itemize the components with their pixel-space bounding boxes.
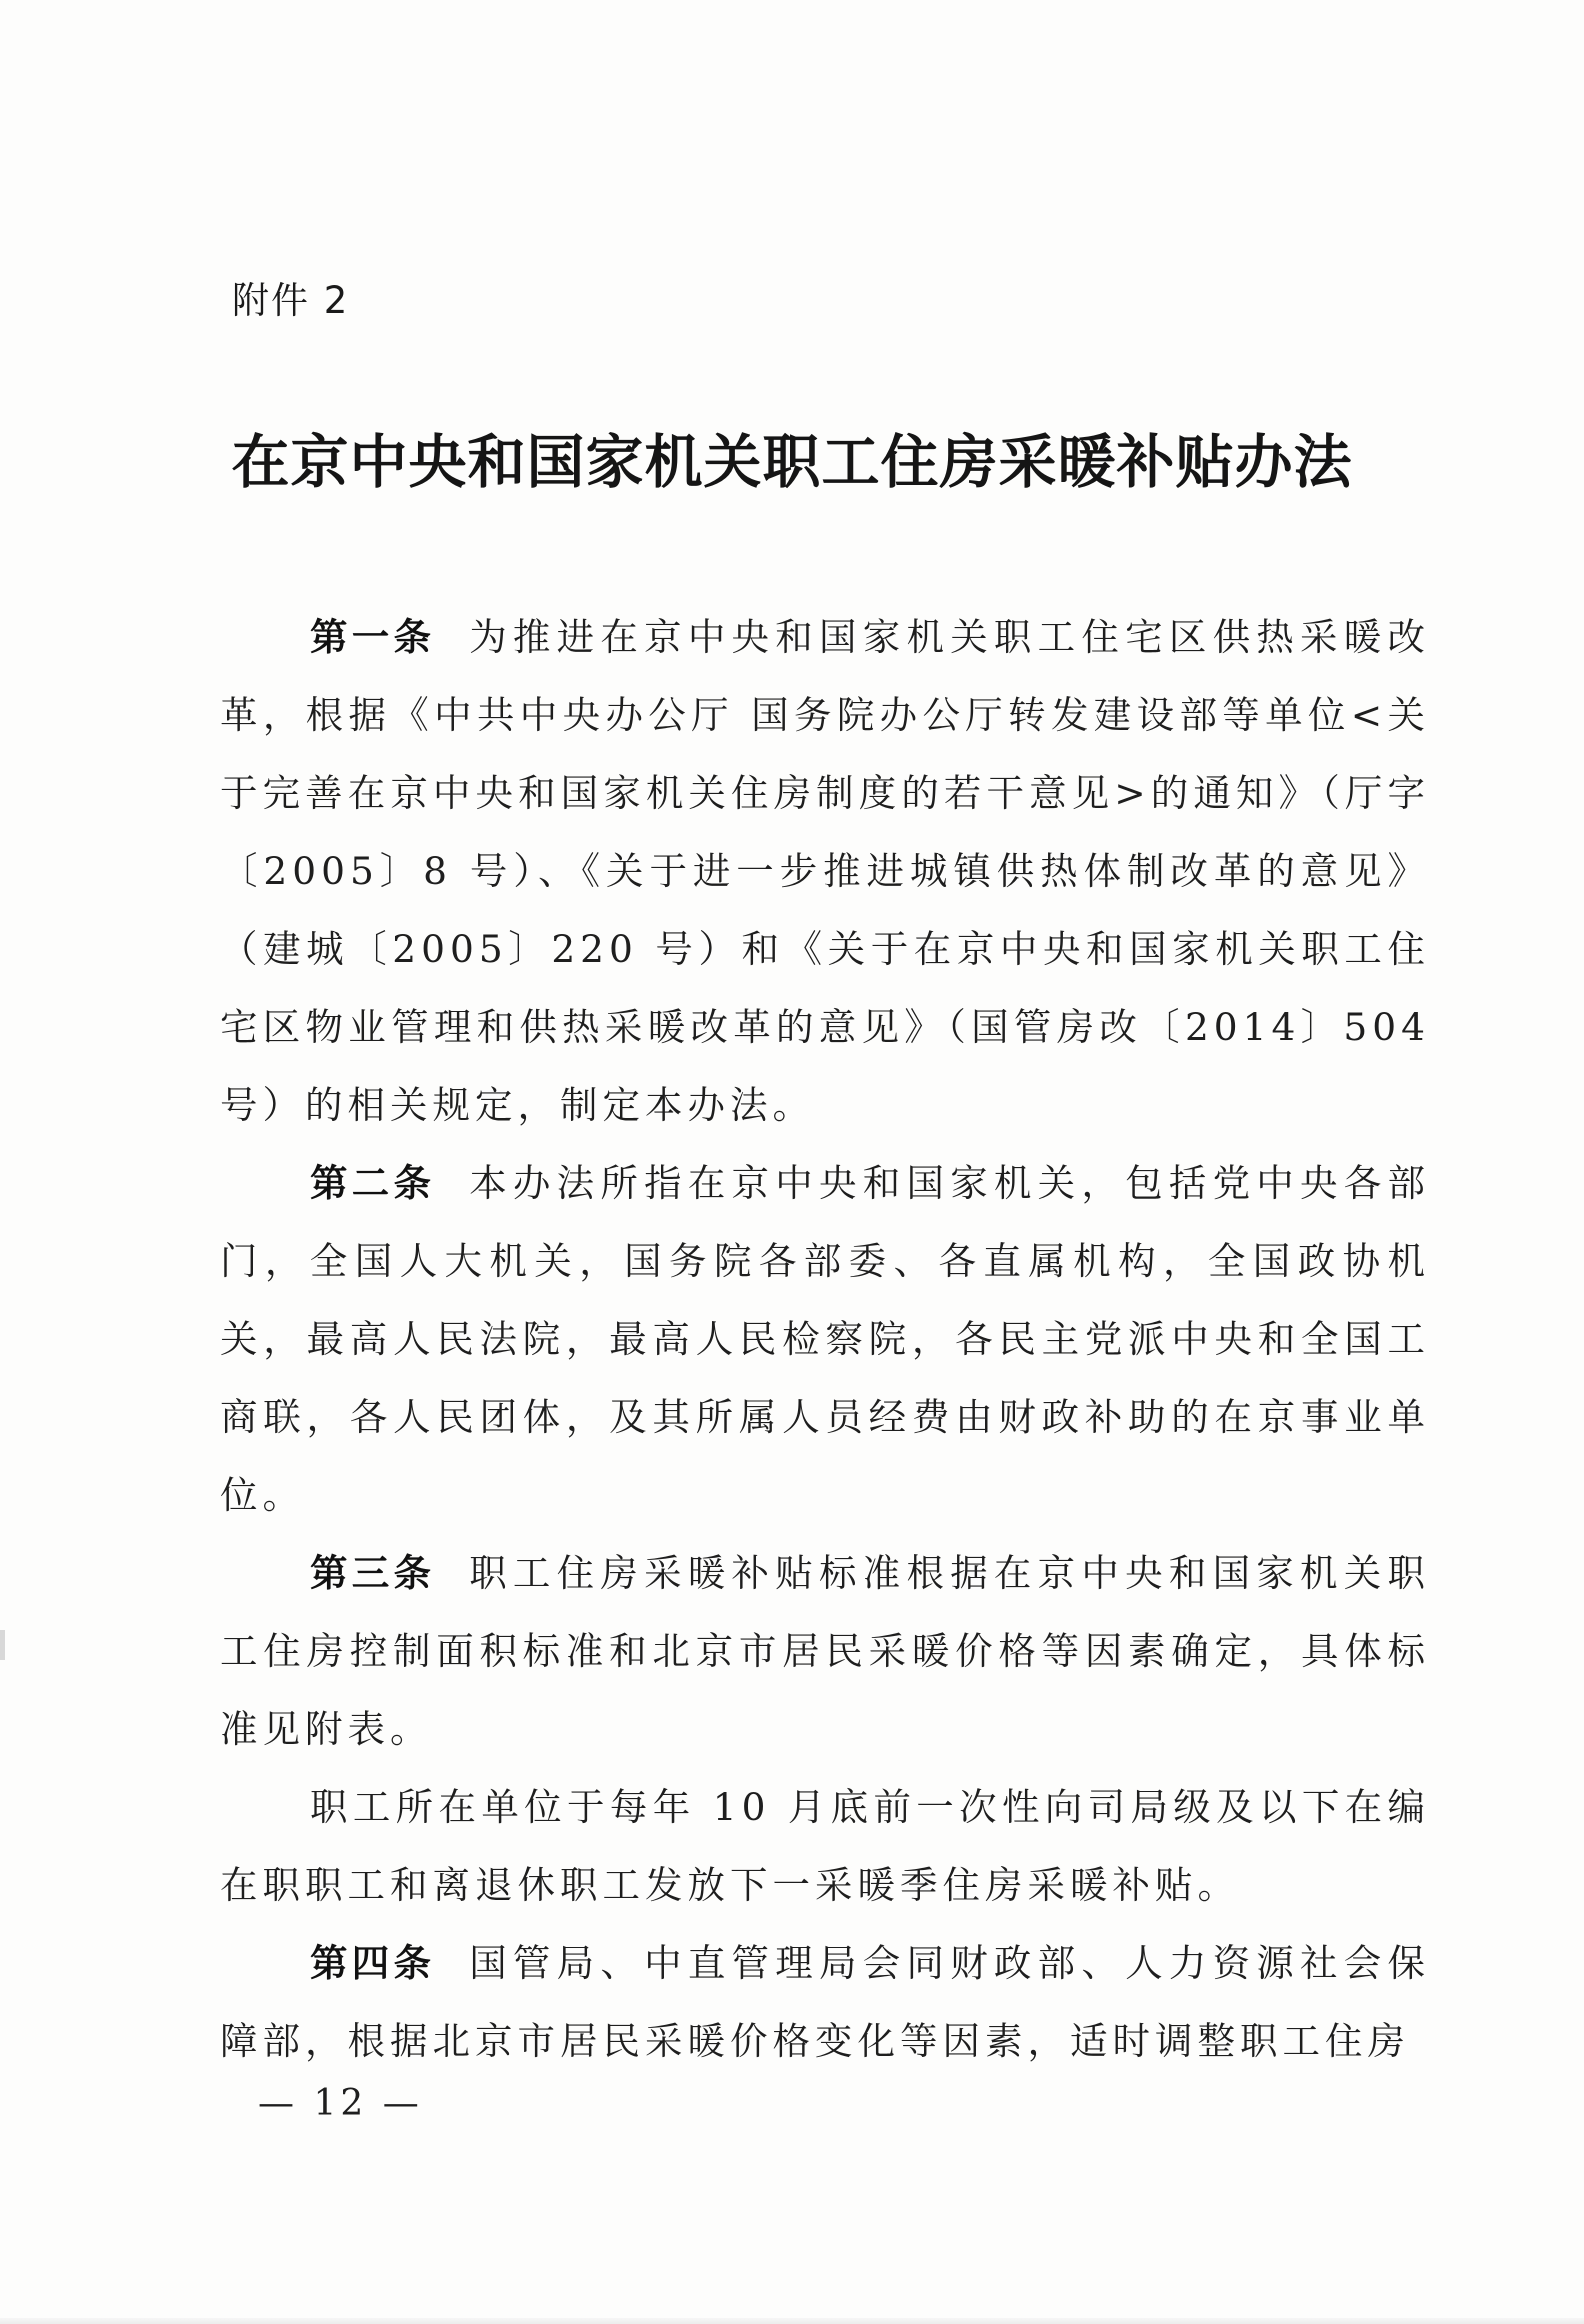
article-number: 第一条 — [310, 615, 436, 659]
paragraph-text: 职工所在单位于每年 10 月底前一次性向司局级及以下在编在职职工和离退休职工发放下一采暖季住房采暖补贴。 — [220, 1785, 1430, 1907]
page-number: — 12 — — [258, 2083, 423, 2124]
article-1-paragraph — [220, 598, 1430, 1144]
document-body — [220, 598, 1430, 2080]
document-title: 在京中央和国家机关职工住房采暖补贴办法 — [231, 428, 1353, 496]
attachment-label: 附件 2 — [232, 279, 350, 322]
scan-edge-mark — [0, 1630, 5, 1660]
article-number: 第四条 — [310, 1941, 436, 1985]
article-text: 本办法所指在京中央和国家机关，包括党中央各部门，全国人大机关，国务院各部委、各直属机构，全国政协机关，最高人民法院，最高人民检察院，各民主党派中央和全国工商联，各人民团体，及其所属人员经费由财政补助的在京事业单位。 — [220, 1161, 1430, 1517]
article-3-continuation-paragraph — [220, 1768, 1430, 1924]
article-4-paragraph — [220, 1924, 1430, 2080]
article-number: 第二条 — [310, 1161, 436, 1205]
article-text: 为推进在京中央和国家机关职工住宅区供热采暖改革，根据《中共中央办公厅 国务院办公厅转发建设部等单位<关于完善在京中央和国家机关住房制度的若干意见>的通知》（厅字〔2005〕8 号）、《关于进一步推进城镇供热体制改革的意见》（建城〔2005〕220 号）和《关于在京中央和国家机关职工住宅区物业管理和供热采暖改革的意见》（国管房改〔2014〕504 号）的相关规定，制定本办法。 — [220, 615, 1430, 1127]
article-text: 职工住房采暖补贴标准根据在京中央和国家机关职工住房控制面积标准和北京市居民采暖价格等因素确定，具体标准见附表。 — [220, 1551, 1430, 1751]
article-3-paragraph — [220, 1534, 1430, 1768]
scan-bottom-edge — [0, 2318, 1584, 2324]
article-2-paragraph — [220, 1144, 1430, 1534]
article-text: 国管局、中直管理局会同财政部、人力资源社会保障部，根据北京市居民采暖价格变化等因素，适时调整职工住房 — [220, 1941, 1430, 2063]
article-number: 第三条 — [310, 1551, 436, 1595]
